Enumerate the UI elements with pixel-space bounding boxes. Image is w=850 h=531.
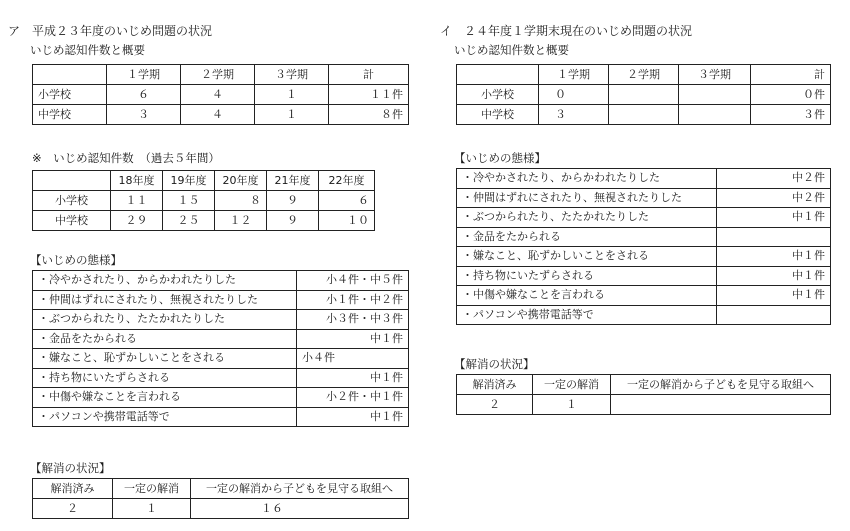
table-row <box>457 305 831 325</box>
right-heading: イ ２４年度１学期末現在のいじめ問題の状況 <box>440 24 693 38</box>
table-cell: 小４件・中５件 <box>297 271 409 291</box>
table-cell <box>717 305 831 325</box>
table-row <box>457 208 831 228</box>
table-cell: 小学校 <box>33 191 111 211</box>
table-row <box>457 227 831 247</box>
table-cell: １６ <box>191 499 409 519</box>
table-cell: 中１件 <box>717 208 831 228</box>
table-row <box>33 499 409 519</box>
table-cell: ・持ち物にいたずらされる <box>33 368 297 388</box>
table-cell: ・仲間はずれにされたり、無視されたりした <box>457 188 717 208</box>
table-cell: ・仲間はずれにされたり、無視されたりした <box>33 290 297 310</box>
table-row <box>33 310 409 330</box>
left-history-table <box>32 170 375 231</box>
table-cell: ０件 <box>751 85 831 105</box>
table-cell: 中２件 <box>717 169 831 189</box>
table-cell: 中学校 <box>457 105 539 125</box>
table-cell <box>609 105 679 125</box>
table-cell: 中学校 <box>33 211 111 231</box>
table-cell: １５ <box>163 191 215 211</box>
table-cell: ３ <box>539 105 609 125</box>
table-row <box>33 368 409 388</box>
table-row <box>33 85 409 105</box>
table-cell <box>611 395 831 415</box>
table-cell: ２９ <box>111 211 163 231</box>
table-cell: ３ <box>107 105 181 125</box>
table-cell: ２ <box>457 395 533 415</box>
table-cell: ２学期 <box>181 65 255 85</box>
table-cell: 21年度 <box>267 171 319 191</box>
table-cell: 計 <box>751 65 831 85</box>
table-cell: ３学期 <box>255 65 329 85</box>
table-cell: 中２件 <box>717 188 831 208</box>
table-cell: ２学期 <box>609 65 679 85</box>
table-row <box>457 266 831 286</box>
table-cell: 小２件・中１件 <box>297 388 409 408</box>
right-subheading: いじめ認知件数と概要 <box>454 43 569 57</box>
table-cell: 解消済み <box>457 375 533 395</box>
left-resolve-heading: 【解消の状況】 <box>30 461 111 475</box>
table-cell: 中学校 <box>33 105 107 125</box>
table-cell: 解消済み <box>33 479 113 499</box>
table-cell: 中１件 <box>297 407 409 427</box>
table-cell: ６ <box>107 85 181 105</box>
table-row <box>33 271 409 291</box>
table-cell: 小学校 <box>457 85 539 105</box>
table-row <box>457 85 831 105</box>
table-cell: 小３件・中３件 <box>297 310 409 330</box>
table-cell <box>717 227 831 247</box>
table-cell: 22年度 <box>319 171 375 191</box>
table-cell: １０ <box>319 211 375 231</box>
table-cell: １ <box>533 395 611 415</box>
table-cell: 18年度 <box>111 171 163 191</box>
left-resolve-table <box>32 478 409 519</box>
right-resolve-heading: 【解消の状況】 <box>454 357 535 371</box>
left-heading: ア 平成２３年度のいじめ問題の状況 <box>8 24 213 38</box>
table-cell: 一定の解消 <box>533 375 611 395</box>
table-cell: ・冷やかされたり、からかわれたりした <box>457 169 717 189</box>
table-header-row <box>33 479 409 499</box>
table-cell <box>33 65 107 85</box>
table-cell: ・ぶつかられたり、たたかれたりした <box>33 310 297 330</box>
table-cell: １ <box>255 85 329 105</box>
table-cell: 一定の解消 <box>113 479 191 499</box>
table-cell: ・冷やかされたり、からかわれたりした <box>33 271 297 291</box>
table-cell: １学期 <box>107 65 181 85</box>
table-cell <box>457 65 539 85</box>
left-history-note: ※ いじめ認知件数 （過去５年間） <box>32 151 220 165</box>
table-cell: ８件 <box>329 105 409 125</box>
table-row <box>33 191 375 211</box>
table-cell: １ <box>255 105 329 125</box>
table-cell: 一定の解消から子どもを見守る取組へ <box>611 375 831 395</box>
table-cell: ６ <box>319 191 375 211</box>
table-cell: ４ <box>181 85 255 105</box>
table-cell: ・パソコンや携帯電話等で <box>457 305 717 325</box>
table-cell: １ <box>113 499 191 519</box>
table-cell: 19年度 <box>163 171 215 191</box>
table-cell: 一定の解消から子どもを見守る取組へ <box>191 479 409 499</box>
right-types-table <box>456 168 831 325</box>
table-row <box>33 388 409 408</box>
table-header-row <box>33 65 409 85</box>
table-cell: ・金品をたかられる <box>33 329 297 349</box>
table-cell: ９ <box>267 191 319 211</box>
right-resolve-table <box>456 374 831 415</box>
table-row <box>33 290 409 310</box>
table-cell: ８ <box>215 191 267 211</box>
table-row <box>33 105 409 125</box>
table-cell: ３件 <box>751 105 831 125</box>
table-cell: １学期 <box>539 65 609 85</box>
table-cell: ・パソコンや携帯電話等で <box>33 407 297 427</box>
table-cell: ３学期 <box>679 65 751 85</box>
table-cell: 計 <box>329 65 409 85</box>
table-row <box>33 329 409 349</box>
table-cell: １１ <box>111 191 163 211</box>
table-cell: 中１件 <box>717 247 831 267</box>
table-cell: １１件 <box>329 85 409 105</box>
table-cell: ４ <box>181 105 255 125</box>
table-cell: ２５ <box>163 211 215 231</box>
right-count-table <box>456 64 831 125</box>
table-cell <box>679 85 751 105</box>
table-cell: 中１件 <box>297 329 409 349</box>
table-cell: ・中傷や嫌なことを言われる <box>457 286 717 306</box>
table-cell <box>679 105 751 125</box>
table-row <box>457 395 831 415</box>
table-cell: ・持ち物にいたずらされる <box>457 266 717 286</box>
table-cell: 小１件・中２件 <box>297 290 409 310</box>
table-cell: ・金品をたかられる <box>457 227 717 247</box>
table-row <box>457 188 831 208</box>
table-header-row <box>33 171 375 191</box>
table-row <box>33 211 375 231</box>
left-types-table <box>32 270 409 427</box>
table-row <box>457 286 831 306</box>
table-row <box>33 407 409 427</box>
table-cell: ０ <box>539 85 609 105</box>
table-cell: 中１件 <box>717 266 831 286</box>
table-row <box>457 247 831 267</box>
table-cell: 小４件 <box>297 349 409 369</box>
left-subheading: いじめ認知件数と概要 <box>30 43 145 57</box>
table-header-row <box>457 375 831 395</box>
left-count-table <box>32 64 409 125</box>
table-cell: ２ <box>33 499 113 519</box>
table-cell: ・嫌なこと、恥ずかしいことをされる <box>33 349 297 369</box>
table-cell: 中１件 <box>717 286 831 306</box>
table-row <box>457 105 831 125</box>
table-row <box>457 169 831 189</box>
table-cell: ・嫌なこと、恥ずかしいことをされる <box>457 247 717 267</box>
table-cell: 小学校 <box>33 85 107 105</box>
left-types-heading: 【いじめの態様】 <box>30 253 122 267</box>
table-cell <box>33 171 111 191</box>
table-cell: 中１件 <box>297 368 409 388</box>
table-header-row <box>457 65 831 85</box>
table-cell: ９ <box>267 211 319 231</box>
table-cell: １２ <box>215 211 267 231</box>
table-cell: ・中傷や嫌なことを言われる <box>33 388 297 408</box>
table-cell: ・ぶつかられたり、たたかれたりした <box>457 208 717 228</box>
table-cell <box>609 85 679 105</box>
table-row <box>33 349 409 369</box>
right-types-heading: 【いじめの態様】 <box>454 151 546 165</box>
table-cell: 20年度 <box>215 171 267 191</box>
